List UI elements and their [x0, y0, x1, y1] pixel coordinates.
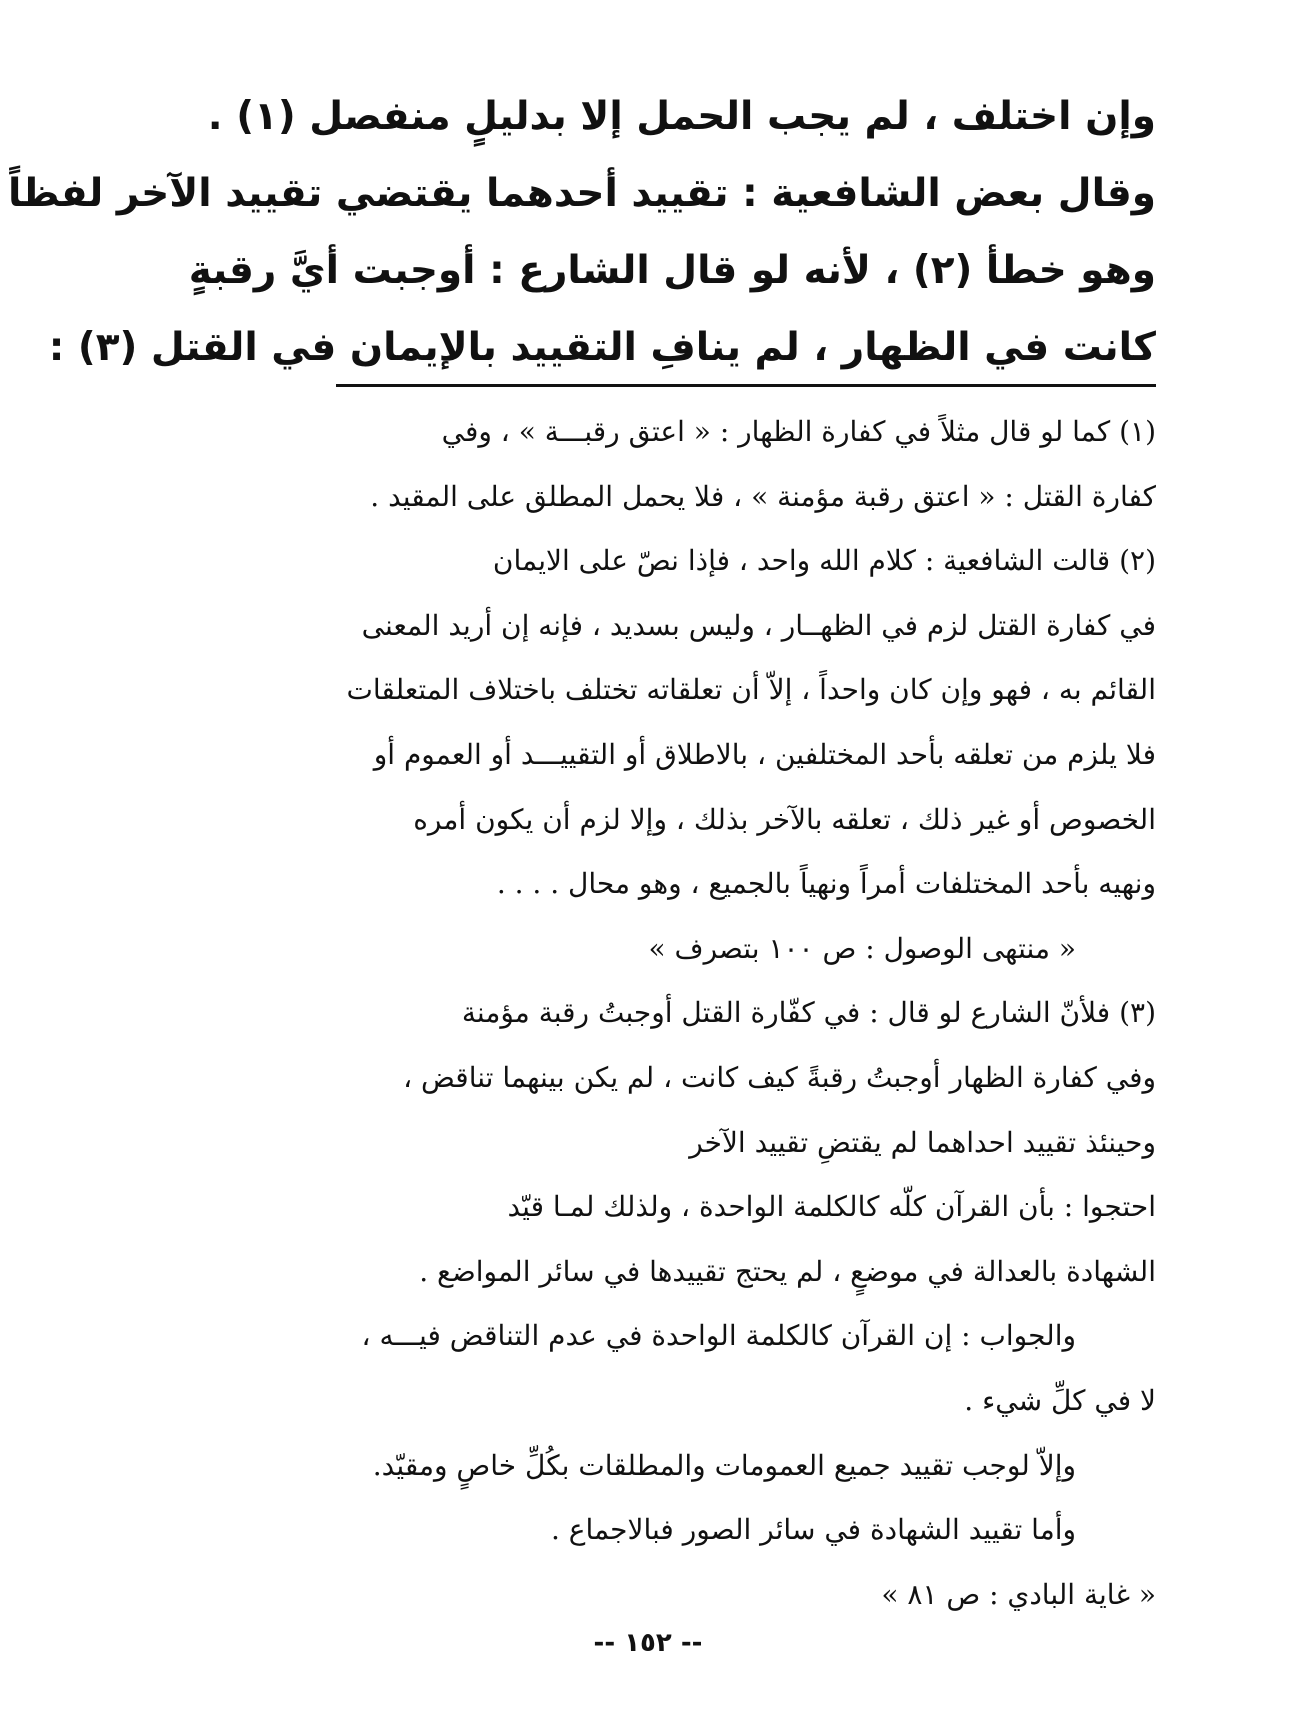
footnote-line: (٣) فلأنّ الشارع لو قال : في كفّارة القتل أوجبتُ رقبة مؤمنة: [461, 996, 1156, 1030]
footnote-line: وفي كفارة الظهار أوجبتُ رقبةً كيف كانت ، لم يكن بينهما تناقض ،: [403, 1060, 1156, 1094]
footnote-line: والجواب : إن القرآن كالكلمة الواحدة في عدم التناقض فيـــه ،: [361, 1319, 1076, 1353]
footnote-line: احتجوا : بأن القرآن كلّه كالكلمة الواحدة ، ولذلك لمـا قيّد: [507, 1190, 1156, 1224]
footnote-line: وأما تقييد الشهادة في سائر الصور فبالاجماع .: [550, 1513, 1076, 1547]
footnote-line: ونهيه بأحد المختلفات أمراً ونهياً بالجميع ، وهو محال . . . .: [496, 867, 1156, 901]
footnote-source-citation: « منتهى الوصول : ص ١٠٠ بتصرف »: [648, 931, 1076, 965]
footnote-divider: [336, 384, 1156, 387]
main-text-line: وقال بعض الشافعية : تقييد أحدهما يقتضي تقييد الآخر لفظاً: [7, 171, 1156, 216]
footnote-line: (١) كما لو قال مثلاً في كفارة الظهار : « اعتق رقبـــة » ، وفي: [441, 415, 1156, 448]
main-text-line: وهو خطأ (٢) ، لأنه لو قال الشارع : أوجبت أيَّ رقبةٍ: [188, 248, 1156, 293]
footnote-source-citation: « غاية البادي : ص ٨١ »: [881, 1577, 1156, 1611]
footnote-line: الخصوص أو غير ذلك ، تعلقه بالآخر بذلك ، وإلا لزم أن يكون أمره: [413, 802, 1156, 836]
footnote-line: وإلاّ لوجب تقييد جميع العمومات والمطلقات بكُلِّ خاصٍ ومقيّد.: [372, 1448, 1076, 1482]
main-text-line: كانت في الظهار ، لم ينافِ التقييد بالإيمان في القتل (٣) :: [48, 325, 1156, 370]
footnote-line: القائم به ، فهو وإن كان واحداً ، إلاّ أن تعلقاته تختلف باختلاف المتعلقات: [346, 673, 1156, 707]
footnotes-block: [140, 400, 1156, 1627]
footnote-line: وحينئذ تقييد احداهما لم يقتضِ تقييد الآخر: [689, 1125, 1156, 1159]
page-number: -- ١٥٢ --: [593, 1628, 703, 1658]
footnote-line: كفارة القتل : « اعتق رقبة مؤمنة » ، فلا يحمل المطلق على المقيد .: [370, 479, 1156, 513]
footnote-line: لا في كلِّ شيء .: [964, 1383, 1156, 1417]
footnote-line: الشهادة بالعدالة في موضعٍ ، لم يحتج تقييدها في سائر المواضع .: [419, 1254, 1156, 1288]
footnote-line: في كفارة القتل لزم في الظهــار ، وليس بسديد ، فإنه إن أريد المعنى: [361, 608, 1156, 642]
main-text-line: وإن اختلف ، لم يجب الحمل إلا بدليلٍ منفصل (١) .: [207, 94, 1156, 139]
footnote-line: فلا يلزم من تعلقه بأحد المختلفين ، بالاطلاق أو التقييـــد أو العموم أو: [373, 737, 1156, 771]
main-text-block: [7, 78, 1156, 386]
footnote-line: (٢) قالت الشافعية : كلام الله واحد ، فإذا نصّ على الايمان: [492, 544, 1156, 578]
